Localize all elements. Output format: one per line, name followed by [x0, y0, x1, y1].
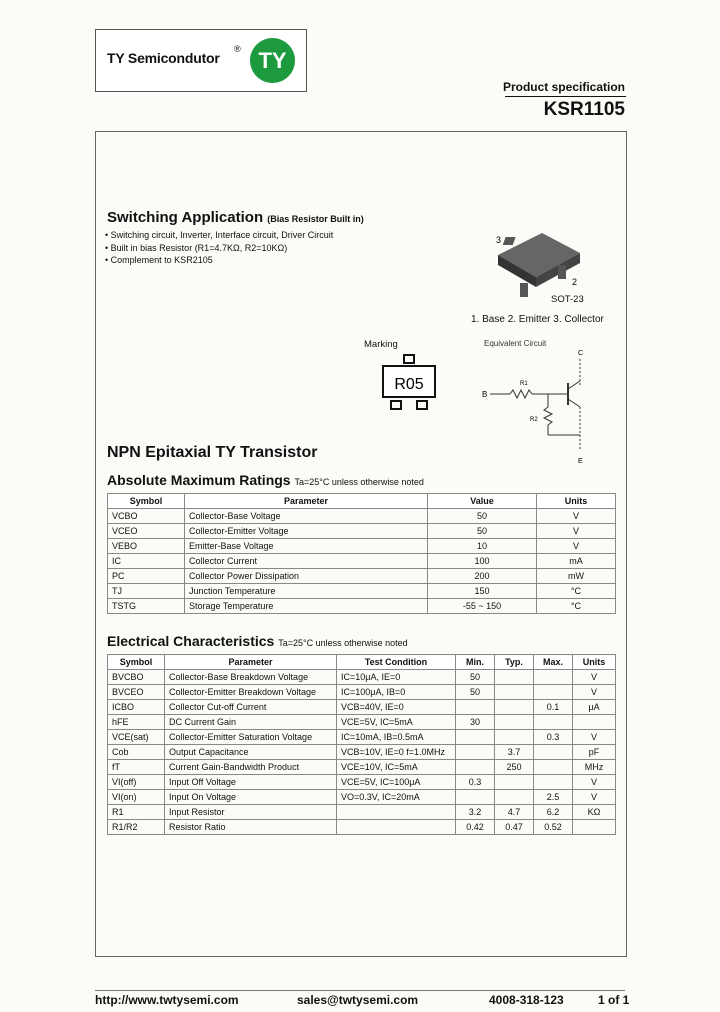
table-cell: [534, 775, 573, 790]
table-row: [108, 745, 616, 760]
logo-box: [95, 29, 307, 92]
amr-title: Absolute Maximum Ratings: [107, 472, 291, 488]
footer-url[interactable]: http://www.twtysemi.com: [95, 993, 239, 1007]
table-cell: 10: [428, 539, 537, 554]
table-cell: [456, 760, 495, 775]
table-cell: 250: [495, 760, 534, 775]
ec-note: Ta=25°C unless otherwise noted: [278, 638, 408, 648]
device-title: NPN Epitaxial TY Transistor: [107, 444, 318, 461]
table-cell: IC=100μA, IB=0: [337, 685, 456, 700]
table-cell: 0.3: [456, 775, 495, 790]
equivalent-circuit-icon: [480, 345, 600, 465]
col-header: Symbol: [108, 494, 185, 509]
col-header: Parameter: [185, 494, 428, 509]
table-cell: Collector Cut-off Current: [165, 700, 337, 715]
table-cell: VI(off): [108, 775, 165, 790]
table-cell: 0.1: [534, 700, 573, 715]
table-cell: VCE=5V, IC=100μA: [337, 775, 456, 790]
table-cell: IC=10mA, IB=0.5mA: [337, 730, 456, 745]
table-cell: 100: [428, 554, 537, 569]
col-header: Units: [573, 655, 616, 670]
table-cell: V: [573, 790, 616, 805]
emitter-label: E: [578, 458, 583, 465]
section-title-switching: [107, 209, 364, 226]
feature-item: • Built in bias Resistor (R1=4.7KΩ, R2=10KΩ): [105, 242, 333, 255]
ty-logo: TY: [250, 38, 295, 83]
package-name: SOT-23: [551, 294, 584, 305]
absolute-max-ratings-table: [107, 493, 616, 614]
table-cell: Output Capacitance: [165, 745, 337, 760]
marking-icon: [380, 353, 440, 415]
table-row: [108, 524, 616, 539]
table-cell: [337, 805, 456, 820]
company-name: TY Semicondutor: [107, 50, 220, 66]
table-cell: Collector-Emitter Breakdown Voltage: [165, 685, 337, 700]
table-cell: Collector-Emitter Voltage: [185, 524, 428, 539]
base-label: B: [482, 390, 488, 399]
table-row: [108, 539, 616, 554]
collector-label: C: [578, 350, 584, 357]
table-cell: mA: [537, 554, 616, 569]
table-cell: PC: [108, 569, 185, 584]
table-cell: [534, 670, 573, 685]
col-header: Typ.: [495, 655, 534, 670]
equivalent-circuit-label: Equivalent Circuit: [484, 339, 547, 348]
doc-type: Product specification: [502, 80, 625, 94]
table-cell: 2.5: [534, 790, 573, 805]
table-cell: V: [573, 685, 616, 700]
table-cell: 0.47: [495, 820, 534, 835]
section-title-amr: [107, 472, 424, 488]
table-cell: [495, 685, 534, 700]
table-cell: [534, 685, 573, 700]
table-cell: [495, 790, 534, 805]
ec-title: Electrical Characteristics: [107, 633, 275, 649]
table-cell: [337, 820, 456, 835]
pin3-label: 3: [496, 235, 502, 245]
table-row: [108, 685, 616, 700]
registered-mark: ®: [234, 44, 241, 54]
table-cell: 50: [428, 509, 537, 524]
table-row: [108, 760, 616, 775]
amr-note: Ta=25°C unless otherwise noted: [294, 477, 424, 487]
table-row: [108, 820, 616, 835]
table-cell: 30: [456, 715, 495, 730]
table-cell: V: [537, 524, 616, 539]
table-cell: Junction Temperature: [185, 584, 428, 599]
table-row: [108, 509, 616, 524]
table-cell: BVCBO: [108, 670, 165, 685]
table-cell: Input Off Voltage: [165, 775, 337, 790]
table-cell: °C: [537, 584, 616, 599]
table-row: [108, 790, 616, 805]
electrical-characteristics-table: [107, 654, 616, 835]
col-header: Parameter: [165, 655, 337, 670]
table-cell: Resistor Ratio: [165, 820, 337, 835]
table-cell: VCBO: [108, 509, 185, 524]
table-cell: IC: [108, 554, 185, 569]
table-cell: [573, 820, 616, 835]
table-cell: Cob: [108, 745, 165, 760]
switching-title: Switching Application: [107, 209, 264, 226]
table-cell: [495, 715, 534, 730]
feature-item: • Complement to KSR2105: [105, 254, 333, 267]
col-header: Max.: [534, 655, 573, 670]
table-cell: KΩ: [573, 805, 616, 820]
table-cell: MHz: [573, 760, 616, 775]
table-cell: Input Resistor: [165, 805, 337, 820]
table-cell: μA: [573, 700, 616, 715]
table-cell: hFE: [108, 715, 165, 730]
r1-label: R1: [520, 381, 528, 387]
col-header: Symbol: [108, 655, 165, 670]
table-cell: VCB=10V, IE=0 f=1.0MHz: [337, 745, 456, 760]
col-header: Min.: [456, 655, 495, 670]
table-cell: V: [573, 670, 616, 685]
section-title-ec: [107, 633, 408, 649]
table-row: [108, 700, 616, 715]
table-cell: IC=10μA, IE=0: [337, 670, 456, 685]
table-cell: Collector Power Dissipation: [185, 569, 428, 584]
table-cell: [534, 760, 573, 775]
table-cell: VCE=10V, IC=5mA: [337, 760, 456, 775]
table-row: [108, 730, 616, 745]
table-cell: VCB=40V, IE=0: [337, 700, 456, 715]
table-cell: 3.2: [456, 805, 495, 820]
table-cell: mW: [537, 569, 616, 584]
sot23-package-icon: [480, 225, 590, 300]
table-cell: [456, 700, 495, 715]
table-cell: [495, 775, 534, 790]
table-cell: BVCEO: [108, 685, 165, 700]
table-cell: pF: [573, 745, 616, 760]
table-cell: 4.7: [495, 805, 534, 820]
table-cell: [456, 790, 495, 805]
r2-label: R2: [530, 417, 538, 423]
table-cell: 0.3: [534, 730, 573, 745]
table-cell: VCEO: [108, 524, 185, 539]
table-cell: [456, 745, 495, 760]
part-number: KSR1105: [543, 99, 625, 120]
table-cell: 3.7: [495, 745, 534, 760]
table-cell: Collector-Base Voltage: [185, 509, 428, 524]
table-cell: V: [537, 539, 616, 554]
table-cell: Collector-Emitter Saturation Voltage: [165, 730, 337, 745]
table-cell: 0.42: [456, 820, 495, 835]
table-cell: TSTG: [108, 599, 185, 614]
table-row: [108, 569, 616, 584]
table-cell: fT: [108, 760, 165, 775]
col-header: Units: [537, 494, 616, 509]
table-row: [108, 584, 616, 599]
table-cell: 50: [456, 670, 495, 685]
table-cell: [495, 700, 534, 715]
table-cell: VEBO: [108, 539, 185, 554]
table-cell: R1: [108, 805, 165, 820]
footer-phone: 4008-318-123: [489, 993, 564, 1007]
table-row: [108, 554, 616, 569]
table-cell: VCE(sat): [108, 730, 165, 745]
table-cell: Emitter-Base Voltage: [185, 539, 428, 554]
col-header: Test Condition: [337, 655, 456, 670]
table-cell: V: [537, 509, 616, 524]
table-cell: 50: [428, 524, 537, 539]
pin-names: 1. Base 2. Emitter 3. Collector: [471, 314, 604, 325]
table-cell: -55 ~ 150: [428, 599, 537, 614]
table-cell: [495, 730, 534, 745]
table-cell: [573, 715, 616, 730]
marking-code: R05: [394, 376, 424, 393]
table-cell: Input On Voltage: [165, 790, 337, 805]
marking-label: Marking: [364, 339, 398, 350]
table-row: [108, 599, 616, 614]
table-cell: [534, 715, 573, 730]
table-cell: Current Gain-Bandwidth Product: [165, 760, 337, 775]
table-cell: [534, 745, 573, 760]
table-cell: Collector Current: [185, 554, 428, 569]
table-row: [108, 775, 616, 790]
table-cell: Collector-Base Breakdown Voltage: [165, 670, 337, 685]
table-cell: V: [573, 775, 616, 790]
header-divider: [505, 96, 626, 97]
col-header: Value: [428, 494, 537, 509]
pin2-label: 2: [572, 277, 578, 287]
table-cell: ICBO: [108, 700, 165, 715]
table-cell: 150: [428, 584, 537, 599]
table-cell: [456, 730, 495, 745]
table-cell: 50: [456, 685, 495, 700]
feature-item: • Switching circuit, Inverter, Interface circuit, Driver Circuit: [105, 229, 333, 242]
table-cell: DC Current Gain: [165, 715, 337, 730]
table-row: [108, 670, 616, 685]
table-cell: V: [573, 730, 616, 745]
table-cell: VO=0.3V, IC=20mA: [337, 790, 456, 805]
footer-divider: [95, 990, 625, 991]
feature-list: [105, 229, 333, 267]
table-cell: TJ: [108, 584, 185, 599]
table-cell: [495, 670, 534, 685]
table-cell: Storage Temperature: [185, 599, 428, 614]
table-cell: R1/R2: [108, 820, 165, 835]
table-row: [108, 805, 616, 820]
table-cell: 0.52: [534, 820, 573, 835]
footer-page: 1 of 1: [598, 993, 630, 1007]
table-cell: 6.2: [534, 805, 573, 820]
footer-email[interactable]: sales@twtysemi.com: [297, 993, 419, 1007]
table-cell: 200: [428, 569, 537, 584]
table-row: [108, 715, 616, 730]
table-cell: VI(on): [108, 790, 165, 805]
table-cell: °C: [537, 599, 616, 614]
table-cell: VCE=5V, IC=5mA: [337, 715, 456, 730]
switching-subtitle: (Bias Resistor Built in): [267, 214, 364, 224]
